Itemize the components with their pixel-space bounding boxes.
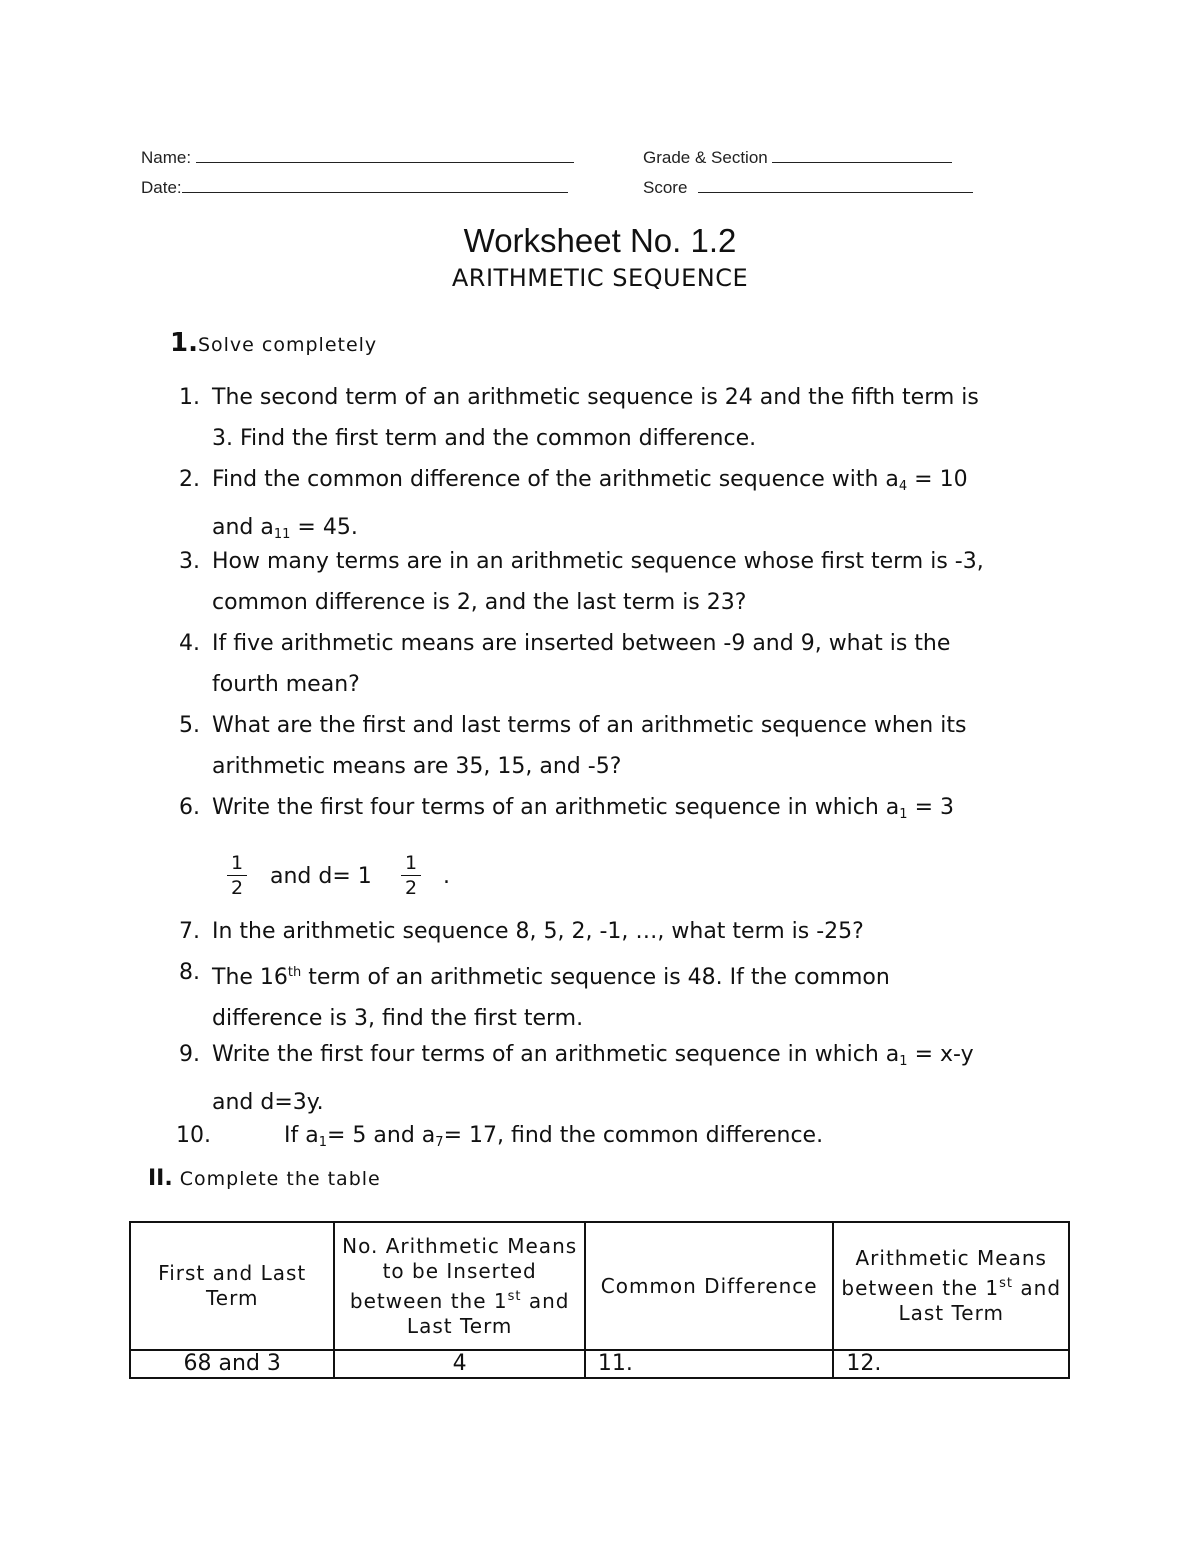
section-1-heading <box>170 328 377 358</box>
header-text: Common Difference <box>600 1273 818 1298</box>
subscript: 1 <box>318 1135 327 1150</box>
subscript: 1 <box>899 1054 908 1069</box>
arithmetic-means-table <box>129 1221 1070 1379</box>
question-5 <box>0 705 1200 787</box>
question-text <box>212 787 1072 835</box>
question-number: 10. <box>176 1123 211 1148</box>
question-number: 2. <box>179 467 200 492</box>
question-line: If a <box>284 1123 319 1148</box>
section-1-label: Solve completely <box>197 334 378 356</box>
question-line: In the arithmetic sequence 8, 5, 2, -1, …, what term is -25? <box>212 919 864 944</box>
table-header-cell <box>833 1222 1069 1350</box>
score-label: Score <box>643 178 688 197</box>
table-cell: 4 <box>334 1350 584 1378</box>
table-header-cell <box>585 1222 834 1350</box>
question-text <box>212 911 1072 952</box>
question-6-period: . <box>443 864 450 889</box>
question-line: If five arithmetic means are inserted between -9 and 9, what is the <box>212 631 951 656</box>
worksheet-subtitle: ARITHMETIC SEQUENCE <box>451 264 749 292</box>
question-7 <box>0 911 1200 952</box>
question-line: = 45. <box>290 515 358 540</box>
question-number: 8. <box>179 960 200 985</box>
fraction-numerator: 1 <box>404 852 418 874</box>
question-line: and a <box>212 515 274 540</box>
question-line: = 3 <box>907 795 954 820</box>
question-line: The second term of an arithmetic sequence is 24 and the fifth term is <box>212 385 979 410</box>
section-2-label: Complete the table <box>179 1168 381 1190</box>
header-text: First and Last Term <box>158 1261 307 1310</box>
fraction-bar <box>227 875 247 876</box>
question-4 <box>0 623 1200 705</box>
header-text: and Last Term <box>898 1276 1062 1325</box>
section-2-number: II. <box>148 1166 173 1191</box>
section-1-number: 1. <box>170 328 198 358</box>
question-line: fourth mean? <box>212 672 360 697</box>
answer-cell-12[interactable]: 12. <box>833 1350 1069 1378</box>
question-line: difference is 3, find the first term. <box>212 1006 584 1031</box>
superscript: st <box>999 1276 1014 1291</box>
question-line: What are the first and last terms of an arithmetic sequence when its <box>212 713 967 738</box>
question-line: Write the first four terms of an arithmetic sequence in which a <box>212 1042 900 1067</box>
name-label: Name: <box>141 148 192 167</box>
header-text: Arithmetic Means between the 1 <box>841 1246 1047 1300</box>
question-text <box>212 1034 1072 1123</box>
subscript: 7 <box>435 1135 444 1150</box>
question-8 <box>0 952 1200 1034</box>
header-text: No. Arithmetic Means to be Inserted between the 1 <box>342 1233 578 1313</box>
fraction-one-half <box>399 852 423 899</box>
table-header-cell <box>334 1222 584 1350</box>
worksheet-title: Worksheet No. 1.2 <box>463 222 737 259</box>
question-line: term of an arithmetic sequence is 48. If the common <box>301 965 890 990</box>
score-blank[interactable] <box>698 176 973 193</box>
question-line: = 10 <box>907 467 968 492</box>
question-line: and d=3y. <box>212 1090 324 1115</box>
question-line: = 17, find the common difference. <box>443 1123 824 1148</box>
question-1 <box>0 377 1200 459</box>
question-line: = 5 and a <box>327 1123 436 1148</box>
table-header-cell <box>130 1222 334 1350</box>
question-line: = x-y <box>907 1042 974 1067</box>
fraction-numerator: 1 <box>230 852 244 874</box>
question-text <box>212 541 1072 623</box>
question-text <box>212 952 1072 1039</box>
fraction-bar <box>401 875 421 876</box>
question-2 <box>0 459 1200 541</box>
question-text <box>212 623 1072 705</box>
name-field-row <box>141 146 574 168</box>
subscript: 1 <box>899 807 908 822</box>
grade-label: Grade & Section <box>643 148 768 167</box>
table-row <box>130 1350 1069 1378</box>
superscript: th <box>287 965 302 980</box>
question-number: 5. <box>179 713 200 738</box>
fraction-denominator: 2 <box>230 877 244 899</box>
date-label: Date: <box>141 178 182 197</box>
question-line: How many terms are in an arithmetic sequence whose first term is -3, <box>212 549 984 574</box>
question-10 <box>0 1115 1200 1156</box>
header-text: and Last Term <box>406 1288 570 1338</box>
question-text <box>212 705 1072 787</box>
section-2-heading <box>148 1166 381 1191</box>
question-number: 7. <box>179 919 200 944</box>
name-blank[interactable] <box>196 146 574 163</box>
question-number: 3. <box>179 549 200 574</box>
subscript: 11 <box>273 527 291 542</box>
question-number: 1. <box>179 385 200 410</box>
fraction-denominator: 2 <box>404 877 418 899</box>
question-line: Find the common difference of the arithmetic sequence with a <box>212 467 899 492</box>
question-3 <box>0 541 1200 623</box>
question-6-continuation: and d= 1 <box>270 864 372 889</box>
question-line: The 16 <box>212 965 288 990</box>
question-line: arithmetic means are 35, 15, and -5? <box>212 754 622 779</box>
question-line: Write the first four terms of an arithmetic sequence in which a <box>212 795 900 820</box>
question-text <box>284 1115 823 1163</box>
score-field-row <box>643 176 973 198</box>
subscript: 4 <box>898 479 908 494</box>
fraction-one-half <box>225 852 249 899</box>
answer-cell-11[interactable]: 11. <box>585 1350 834 1378</box>
question-6 <box>0 787 1200 828</box>
question-9 <box>0 1034 1200 1116</box>
table-header-row <box>130 1222 1069 1350</box>
grade-field-row <box>643 146 952 168</box>
table-cell: 68 and 3 <box>130 1350 334 1378</box>
date-blank[interactable] <box>182 176 568 193</box>
question-line: 3. Find the first term and the common difference. <box>212 426 757 451</box>
superscript: st <box>507 1288 522 1304</box>
grade-blank[interactable] <box>772 146 952 163</box>
date-field-row <box>141 176 568 198</box>
question-line: common difference is 2, and the last term is 23? <box>212 590 747 615</box>
question-number: 4. <box>179 631 200 656</box>
question-number: 9. <box>179 1042 200 1067</box>
question-number: 6. <box>179 795 200 820</box>
question-text <box>212 377 1072 459</box>
